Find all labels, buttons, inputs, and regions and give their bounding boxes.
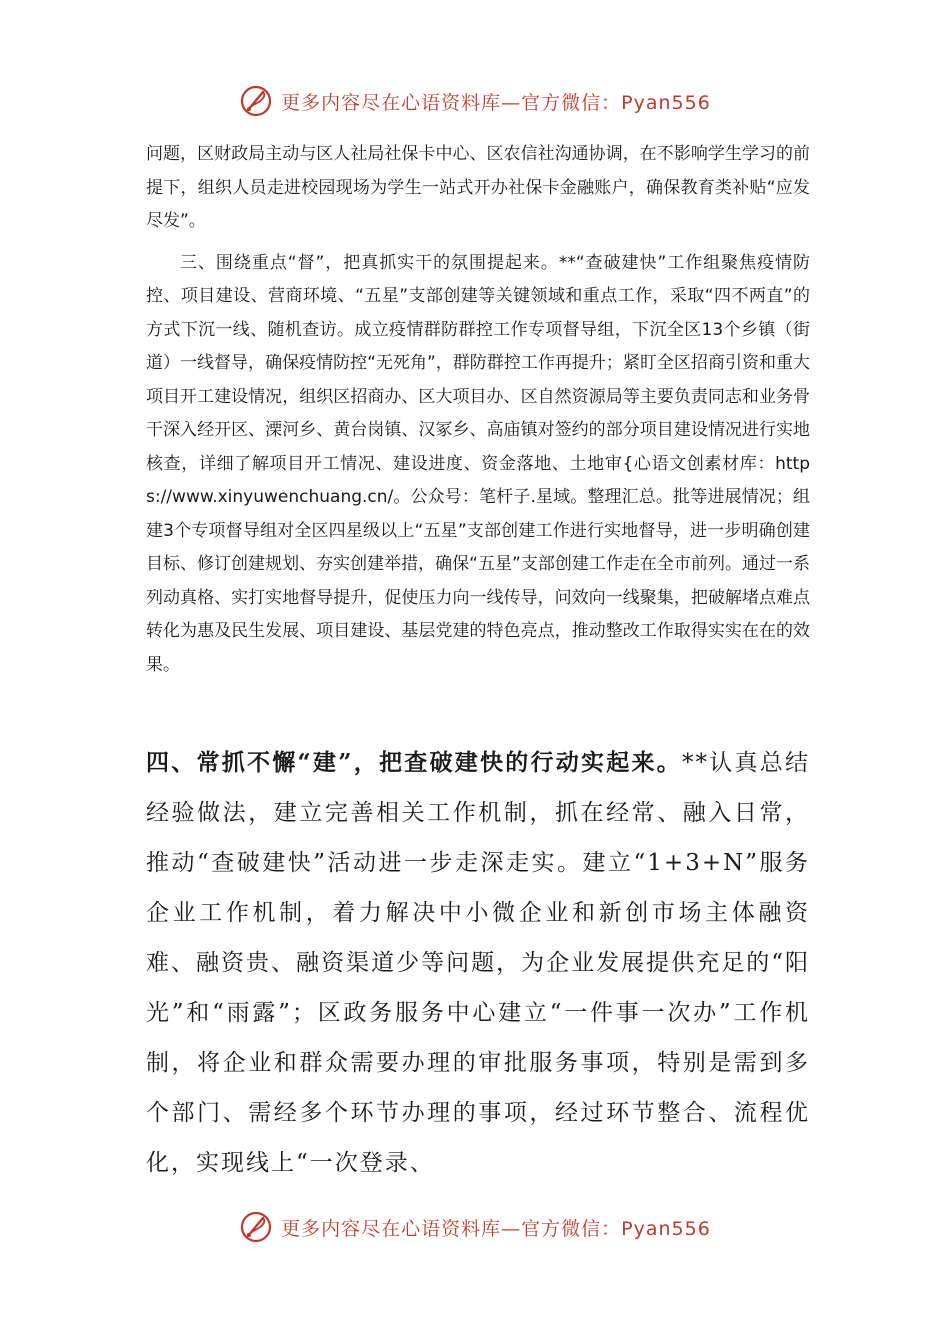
quill-logo-icon	[239, 84, 273, 118]
section-4-text: **认真总结经验做法，建立完善相关工作机制，抓在经常、融入日常，推动“查破建快”活动进一步走深走实。建立“1+3+N”服务企业工作机制，着力解决中小微企业和新创市场主体融资难、融资贵、融资渠道少等问题，为企业发展提供充足的“阳光”和“雨露”；区政务服务中心建立“一件事一次办”工作机制，将企业和群众需要办理的审批服务事项，特别是需到多个部门、需经多个环节办理的事项，经过环节整合、流程优化，实现线上“一次登录、	[146, 750, 811, 1176]
section-4-heading: 四、常抓不懈“建”，把查破建快的行动实起来。	[146, 749, 682, 776]
paragraph-section-4	[146, 738, 810, 1188]
paragraph-continuation: 问题，区财政局主动与区人社局社保卡中心、区农信社沟通协调，在不影响学生学习的前提下，组织人员走进校园现场为学生一站式开办社保卡金融账户，确保教育类补贴“应发尽发”。	[146, 144, 810, 231]
quill-logo-icon	[239, 1210, 273, 1244]
paragraph-section-3: 三、围绕重点“督”，把真抓实干的氛围提起来。**“查破建快”工作组聚焦疫情防控、项目建设、营商环境、“五星”支部创建等关键领域和重点工作，采取“四不两直”的方式下沉一线、随机查访。成立疫情群防群控工作专项督导组，下沉全区13个乡镇（街道）一线督导，确保疫情防控“无死角”，群防群控工作再提升；紧盯全区招商引资和重大项目开工建设情况，组织区招商办、区大项目办、区自然资源局等主要负责同志和业务骨干深入经开区、溧河乡、黄台岗镇、汉冢乡、高庙镇对签约的部分项目建设情况进行实地核查，详细了解项目开工情况、建设进度、资金落地、土地审{心语文创素材库：https://www.xinyuwenchuang.cn/。公众号：笔杆子.星域。整理汇总。批等进展情况；组建3个专项督导组对全区四星级以上“五星”支部创建工作进行实地督导，进一步明确创建目标、修订创建规划、夯实创建举措，确保“五星”支部创建工作走在全市前列。通过一系列动真格、实打实地督导提升，促使压力向一线传导，问效向一线聚集，把破解堵点难点转化为惠及民生发展、项目建设、基层党建的特色亮点，推动整改工作取得实实在在的效果。	[146, 252, 810, 675]
footer-banner-text: 更多内容尽在心语资料库—官方微信：Pyan556	[281, 1217, 711, 1240]
document-body-small	[146, 138, 810, 682]
header-banner-text: 更多内容尽在心语资料库—官方微信：Pyan556	[281, 91, 711, 114]
document-section-4	[146, 738, 810, 1188]
page-footer-banner	[0, 1210, 950, 1244]
page-header-banner	[0, 84, 950, 118]
